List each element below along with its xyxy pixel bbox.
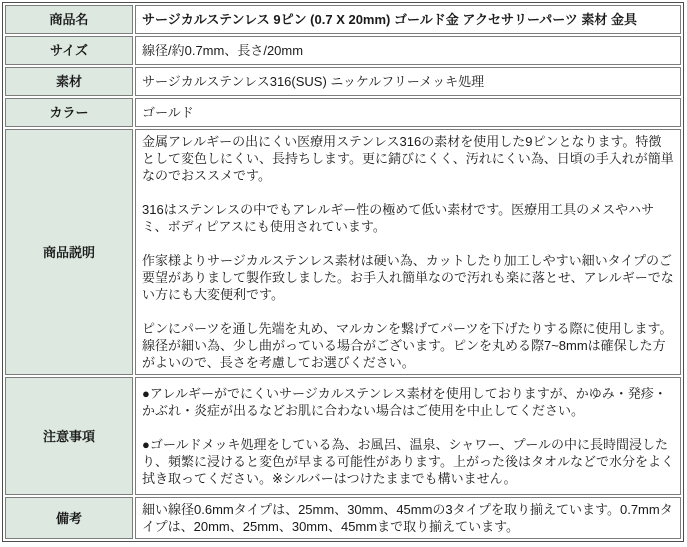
row-label-product-name: 商品名 [5,5,133,34]
caution-paragraph: ●ゴールドメッキ処理をしている為、お風呂、温泉、シャワー、プールの中に長時間浸したり、頻繁に浸けると変色が早まる可能性があります。上がった後はタオルなどで水分をよく拭き取ってください。※シルバーはつけたままでも構いません。 [142,437,674,486]
table-row-remarks [5,497,681,539]
table-row-material [5,67,681,96]
table-row-size [5,36,681,65]
row-label-caution: 注意事項 [5,377,133,495]
row-value-remarks: 細い線径0.6mmタイプは、25mm、30mm、45mmの3タイプを取り揃えています。0.7mmタイプは、20mm、25mm、30mm、45mmまで取り揃えています。 [135,497,681,539]
product-info-table [2,2,684,542]
row-value-color: ゴールド [135,98,681,127]
row-value-size: 線径/約0.7mm、長さ/20mm [135,36,681,65]
row-value-product-name: サージカルステンレス 9ピン (0.7 X 20mm) ゴールド金 アクセサリーパーツ 素材 金具 [135,5,681,34]
table-row-product-name [5,5,681,34]
description-paragraph: ピンにパーツを通し先端を丸め、マルカンを繋げてパーツを下げたりする際に使用します。線径が細い為、少し曲がっている場合がございます。ピンを丸める際7~8mmは確保した方がよいので、長さを考慮してお選びください。 [142,321,673,370]
description-paragraph: 作家様よりサージカルステンレス素材は硬い為、カットしたり加工しやすい細いタイプのご要望がありまして製作致しました。お手入れ簡単なので汚れも楽に落とせ、アレルギーでない方にも大変便利です。 [142,253,674,302]
description-paragraph: 金属アレルギーの出にくい医療用ステンレス316の素材を使用した9ピンとなります。特徴として変色しにくい、長持ちします。更に錆びにくく、汚れにくい為、日頃の手入れが簡単なのでおススメです。 [142,134,674,183]
row-label-description: 商品説明 [5,129,133,375]
row-label-remarks: 備考 [5,497,133,539]
caution-paragraph: ●アレルギーがでにくいサージカルステンレス素材を使用しておりますが、かゆみ・発疹・かぶれ・炎症が出るなどお肌に合わない場合はご使用を中止してください。 [142,386,667,418]
row-value-description [135,129,681,375]
row-label-material: 素材 [5,67,133,96]
row-value-caution [135,377,681,495]
table-row-description [5,129,681,375]
row-label-color: カラー [5,98,133,127]
row-label-size: サイズ [5,36,133,65]
table-row-caution [5,377,681,495]
table-row-color [5,98,681,127]
row-value-material: サージカルステンレス316(SUS) ニッケルフリーメッキ処理 [135,67,681,96]
description-paragraph: 316はステンレスの中でもアレルギー性の極めて低い素材です。医療用工具のメスやハサミ、ボディピアスにも使用されています。 [142,202,655,234]
